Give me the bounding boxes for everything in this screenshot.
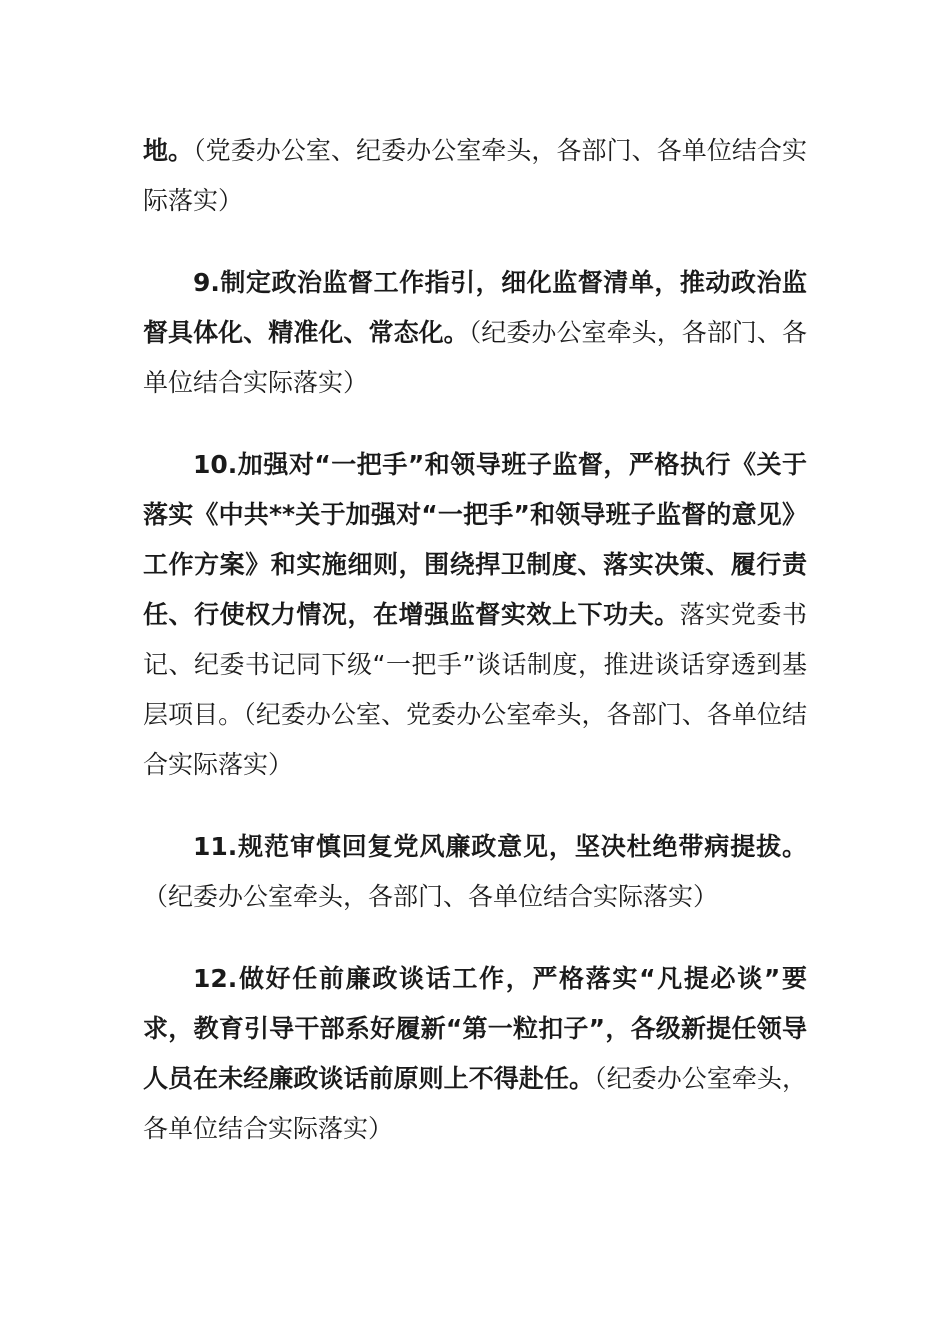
paragraph-continuation xyxy=(143,126,807,226)
paragraph-responsible-text: （纪委办公室牵头，各单位结合实际落实） xyxy=(143,1064,807,1143)
paragraph-bold-text: 地。 xyxy=(143,136,194,165)
paragraph-item-11 xyxy=(143,822,807,922)
document-page xyxy=(143,126,807,1186)
paragraph-responsible-text: （纪委办公室牵头，各部门、各单位结合实际落实） xyxy=(143,882,719,911)
paragraph-bold-text: 11.规范审慎回复党风廉政意见，坚决杜绝带病提拔。 xyxy=(193,832,807,861)
paragraph-bold-text: 9.制定政治监督工作指引，细化监督清单，推动政治监督具体化、精准化、常态化。 xyxy=(143,268,807,347)
paragraph-item-12 xyxy=(143,954,807,1154)
paragraph-body-text: 落实党委书记、纪委书记同下级“一把手”谈话制度，推进谈话穿透到基层项目。（纪委办公室、党委办公室牵头，各部门、各单位结合实际落实） xyxy=(143,600,807,779)
paragraph-responsible-text: （纪委办公室牵头，各部门、各单位结合实际落实） xyxy=(143,318,807,397)
paragraph-bold-text: 12.做好任前廉政谈话工作，严格落实“凡提必谈”要求，教育引导干部系好履新“第一粒扣子”，各级新提任领导人员在未经廉政谈话前原则上不得赴任。 xyxy=(143,964,807,1093)
paragraph-bold-text: 10.加强对“一把手”和领导班子监督，严格执行《关于落实《中共**关于加强对“一把手”和领导班子监督的意见》工作方案》和实施细则，围绕捍卫制度、落实决策、履行责任、行使权力情况，在增强监督实效上下功夫。 xyxy=(143,450,807,629)
paragraph-item-10 xyxy=(143,440,807,790)
paragraph-responsible-text: （党委办公室、纪委办公室牵头，各部门、各单位结合实际落实） xyxy=(143,136,807,215)
paragraph-item-9 xyxy=(143,258,807,408)
